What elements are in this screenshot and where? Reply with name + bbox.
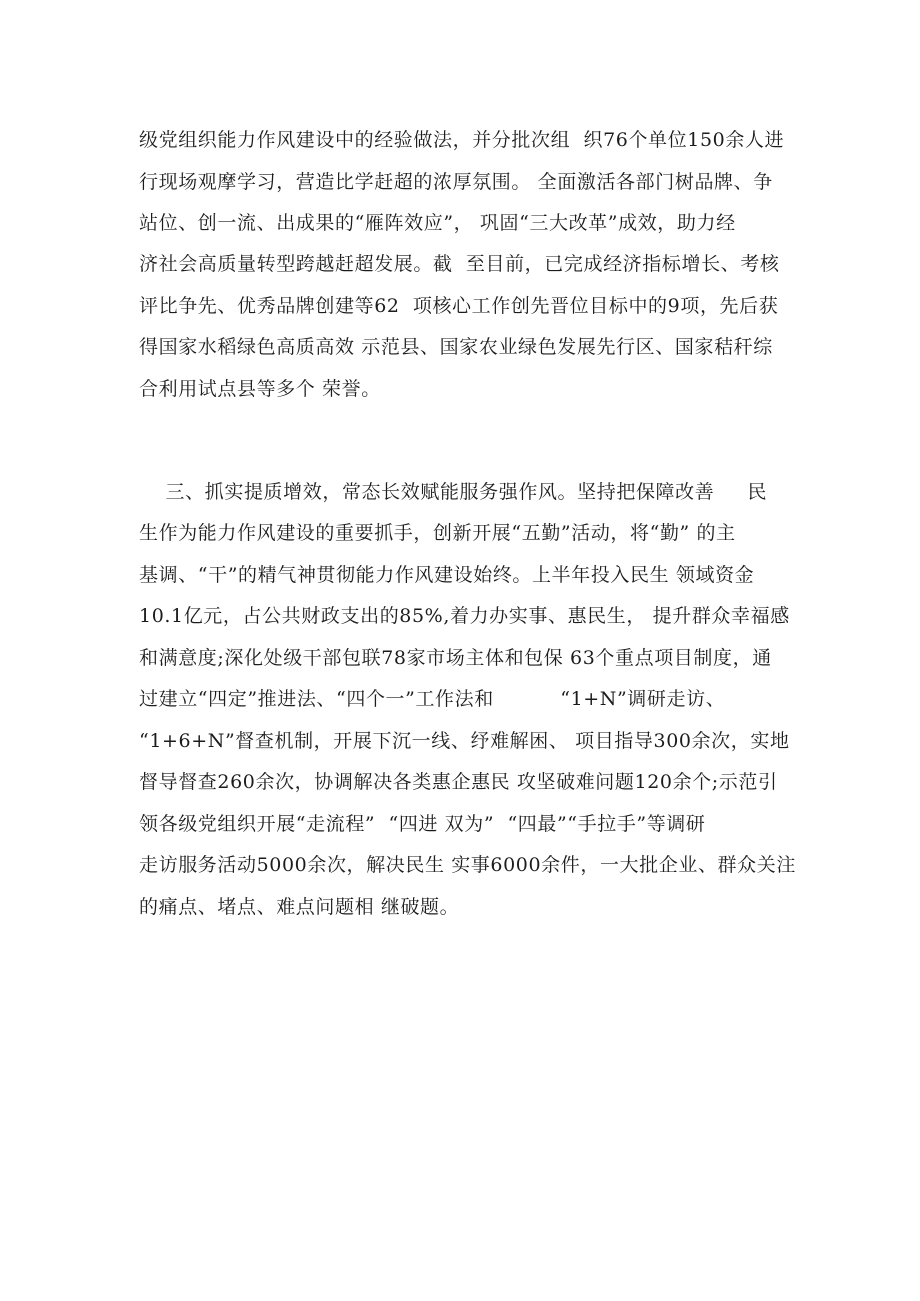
text-line: 和满意度;深化处级干部包联78家市场主体和包保 63个重点项目制度，通 [139,647,772,669]
text-line: 生作为能力作风建设的重要抓手，创新开展“五勤”活动，将“勤” 的主 [139,522,736,544]
text-line: 行现场观摩学习，营造比学赶超的浓厚氛围。 全面激活各部门树品牌、争 [139,171,773,193]
text-line: 督导督查260余次，协调解决各类惠企惠民 攻坚破难问题120余个;示范引 [139,771,778,793]
text-line: 基调、“干”的精气神贯彻能力作风建设始终。上半年投入民生 领域资金 [139,564,755,586]
text-line: 领各级党组织开展“走流程” “四进 双为” “四最”“手拉手”等调研 [139,813,706,835]
text-line: 合利用试点县等多个 荣誉。 [139,378,381,400]
text-line: 站位、创一流、出成果的“雁阵效应”， 巩固“三大改革”成效，助力经 [139,212,736,234]
text-line: 走访服务活动5000余次，解决民生 实事6000余件，一大批企业、群众关注 [139,854,796,876]
text-line: 济社会高质量转型跨越赶超发展。截 至目前，已完成经济指标增长、考核 [139,253,780,275]
text-line: 评比争先、优秀品牌创建等62 项核心工作创先晋位目标中的9项，先后获 [139,295,779,317]
text-line: 过建立“四定”推进法、“四个一”工作法和 “1+N”调研走访、 [139,688,726,710]
text-line: 的痛点、堵点、难点问题相 继破题。 [139,896,460,918]
text-line: 级党组织能力作风建设中的经验做法，并分批次组 织76个单位150余人进 [139,129,785,151]
text-line: 10.1亿元，占公共财政支出的85%,着力办实事、惠民生， 提升群众幸福感 [139,605,790,627]
text-line: “1+6+N”督查机制，开展下沉一线、纾难解困、 项目指导300余次，实地 [139,730,790,752]
text-line: 三、抓实提质增效，常态长效赋能服务强作风。坚持把保障改善 民 [139,481,768,503]
text-line: 得国家水稻绿色高质高效 示范县、国家农业绿色发展先行区、国家秸秆综 [139,336,773,358]
